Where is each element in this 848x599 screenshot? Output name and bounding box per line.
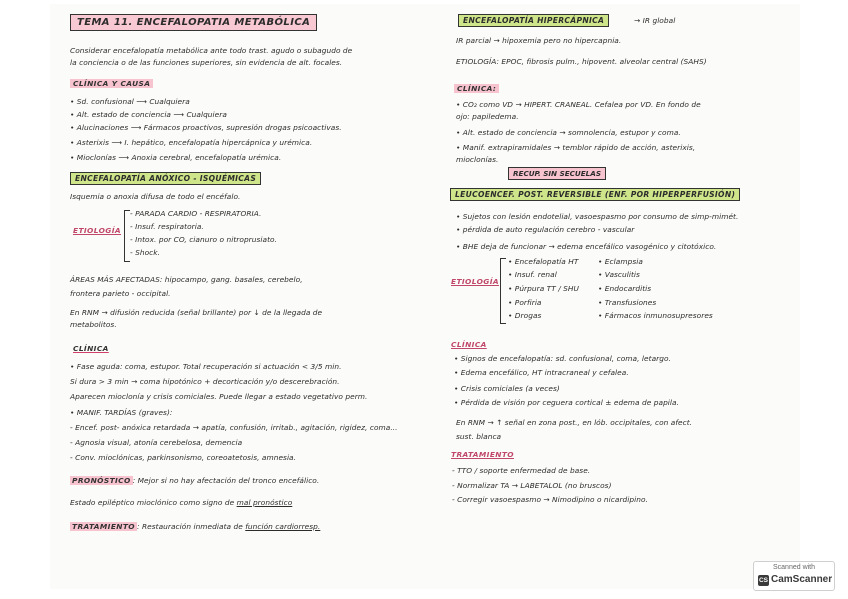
- estado-line: [70, 498, 292, 508]
- etiologia-item: - Insuf. respiratoria.: [130, 222, 204, 231]
- hiper-clinica-line: • CO₂ como VD → HIPERT. CRANEAL. Cefalea por VD. En fondo de: [456, 100, 701, 109]
- camscanner-watermark: [753, 561, 835, 591]
- clinica-causa-item: • Mioclonías ⟶ Anoxia cerebral, encefalopatía urémica.: [70, 153, 282, 162]
- leuco-etiologia-item: • Insuf. renal: [508, 270, 557, 279]
- leuco-etiologia-item: • Vasculitis: [598, 270, 640, 279]
- clinica-line: Si dura > 3 min → coma hipotónico + decorticación y/o descerebración.: [70, 377, 340, 386]
- clinica-line: - Encef. post- anóxica retardada → apatía, confusión, irritab., agitación, rigidez, coma...: [70, 423, 398, 432]
- clinica-heading: CLÍNICA: [73, 344, 109, 353]
- clinica-line: • MANIF. TARDÍAS (graves):: [70, 408, 173, 417]
- pronostico-label: PRONÓSTICO: [72, 476, 131, 485]
- leuco-etiologia-item: • Encefalopatía HT: [508, 257, 579, 266]
- pronostico-text: : Mejor si no hay afectación del tronco encefálico.: [132, 476, 320, 485]
- intro-line-2: la conciencia o de las funciones superiores, sin evidencia de alt. focales.: [70, 58, 343, 67]
- leuco-etiologia-item: • Fármacos inmunosupresores: [598, 311, 713, 320]
- clinica-causa-item: • Sd. confusional ⟶ Cualquiera: [70, 97, 190, 106]
- leuco-clinica-line: • Signos de encefalopatía: sd. confusional, coma, letargo.: [454, 354, 671, 363]
- etiologia-item: - Intox. por CO, cianuro o nitroprusiato.: [130, 235, 278, 244]
- clinica-causa-heading: CLÍNICA Y CAUSA: [70, 79, 153, 88]
- areas-line-2: frontera parieto - occipital.: [70, 289, 171, 298]
- clinica-causa-item: • Asterixis ⟶ I. hepático, encefalopatía hipercápnica y urémica.: [70, 138, 313, 147]
- leuco-clinica-line: • Pérdida de visión por ceguera cortical ± edema de papila.: [454, 398, 679, 407]
- leuco-etiologia-item: • Endocarditis: [598, 284, 652, 293]
- clinica-line: - Agnosia visual, atonía cerebelosa, demencia: [70, 438, 243, 447]
- camscanner-name: CamScanner: [771, 574, 833, 585]
- clinica-causa-item: • Alt. estado de conciencia ⟶ Cualquiera: [70, 110, 227, 119]
- clinica-line: - Conv. mioclónicas, parkinsonismo, coreoatetosis, amnesia.: [70, 453, 297, 462]
- leuco-clinica-heading: CLÍNICA: [451, 340, 487, 349]
- hipercapnica-line: IR parcial → hipoxemia pero no hipercapnia.: [456, 36, 622, 45]
- clinica-line: • Fase aguda: coma, estupor. Total recuperación si actuación < 3/5 min.: [70, 362, 342, 371]
- tratamiento-line: [70, 522, 320, 532]
- pronostico-line: [70, 476, 319, 486]
- leuco-clinica-line: • Crisis comiciales (a veces): [454, 384, 560, 393]
- estado-text: Estado epiléptico mioclónico como signo de: [70, 498, 237, 507]
- hiper-clinica-line: ojo: papiledema.: [456, 112, 519, 121]
- leuco-clinica-line: • Edema encefálico, HT intracraneal y cefalea.: [454, 368, 629, 377]
- leuco-rnm-line: sust. blanca: [456, 432, 502, 441]
- scanned-with-text: Scanned with: [772, 564, 816, 571]
- leuco-tratamiento-line: - Normalizar TA → LABETALOL (no bruscos): [452, 481, 612, 490]
- hiper-clinica-line: mioclonías.: [456, 155, 499, 164]
- anoxico-intro: Isquemia o anoxia difusa de todo el encéfalo.: [70, 192, 241, 201]
- areas-line-1: ÁREAS MÁS AFECTADAS: hipocampo, gang. basales, cerebelo,: [70, 275, 303, 284]
- hiper-clinica-line: • Manif. extrapiramidales → temblor rápido de acción, asterixis,: [456, 143, 696, 152]
- leuco-tratamiento-line: - Corregir vasoespasmo → Nimodipino o nicardipino.: [452, 495, 648, 504]
- leuco-etiologia-label: ETIOLOGÍA: [451, 277, 499, 286]
- leuco-etiologia-item: • Eclampsia: [598, 257, 643, 266]
- leuco-etiologia-item: • Transfusiones: [598, 298, 657, 307]
- leuco-line: • Sujetos con lesión endotelial, vasoespasmo por consumo de simp-mimét.: [456, 212, 739, 221]
- leuco-etiologia-item: • Porfiria: [508, 298, 542, 307]
- hiper-clinica-heading: CLÍNICA:: [454, 84, 499, 93]
- leuco-etiologia-bracket: [500, 258, 506, 324]
- camscanner-logo-icon: CS: [758, 577, 769, 584]
- hipercapnica-arrow: → IR global: [634, 16, 676, 25]
- etiologia-item: - Shock.: [130, 248, 161, 257]
- leuco-tratamiento-heading: TRATAMIENTO: [451, 450, 514, 459]
- leuco-etiologia-item: • Púrpura TT / SHU: [508, 284, 579, 293]
- estado-underlined: mal pronóstico: [236, 498, 293, 507]
- leuco-tratamiento-line: - TTO / soporte enfermedad de base.: [452, 466, 591, 475]
- leuco-line: • BHE deja de funcionar → edema encefálico vasogénico y citotóxico.: [456, 242, 717, 251]
- page-title: TEMA 11. ENCEFALOPATIA METABÓLICA: [70, 14, 317, 31]
- leuco-heading: LEUCOENCEF. POST. REVERSIBLE (ENF. POR HIPERPERFUSIÓN): [450, 188, 740, 201]
- hipercapnica-line: ETIOLOGÍA: EPOC, fibrosis pulm., hipovent. alveolar central (SAHS): [456, 57, 707, 66]
- tratamiento-underlined: función cardiorresp.: [245, 522, 321, 531]
- tratamiento-label: TRATAMIENTO: [72, 522, 135, 531]
- etiologia-label: ETIOLOGÍA: [73, 226, 121, 235]
- intro-line-1: Considerar encefalopatía metabólica ante todo trast. agudo o subagudo de: [70, 46, 353, 55]
- notebook-page: [50, 4, 800, 589]
- hiper-clinica-line: • Alt. estado de conciencia → somnolencia, estupor y coma.: [456, 128, 681, 137]
- recup-badge: RECUP. SIN SECUELAS: [508, 167, 606, 180]
- leuco-etiologia-item: • Drogas: [508, 311, 542, 320]
- leuco-rnm-line: En RNM → ↑ señal en zona post., en lób. occipitales, con afect.: [456, 418, 693, 427]
- clinica-line: Aparecen mioclonía y crisis comiciales. Puede llegar a estado vegetativo perm.: [70, 392, 368, 401]
- hipercapnica-heading: ENCEFALOPATÍA HIPERCÁPNICA: [458, 14, 609, 27]
- rnm-line-2: metabolitos.: [70, 320, 117, 329]
- tratamiento-text: : Restauración inmediata de: [137, 522, 246, 531]
- leuco-line: • pérdida de auto regulación cerebro - vascular: [456, 225, 635, 234]
- anoxico-heading: ENCEFALOPATÍA ANÓXICO - ISQUÉMICAS: [70, 172, 261, 185]
- rnm-line-1: En RNM → difusión reducida (señal brillante) por ↓ de la llegada de: [70, 308, 323, 317]
- etiologia-item: - PARADA CARDIO - RESPIRATORIA.: [130, 209, 262, 218]
- clinica-causa-item: • Alucinaciones ⟶ Fármacos proactivos, supresión drogas psicoactivas.: [70, 123, 342, 132]
